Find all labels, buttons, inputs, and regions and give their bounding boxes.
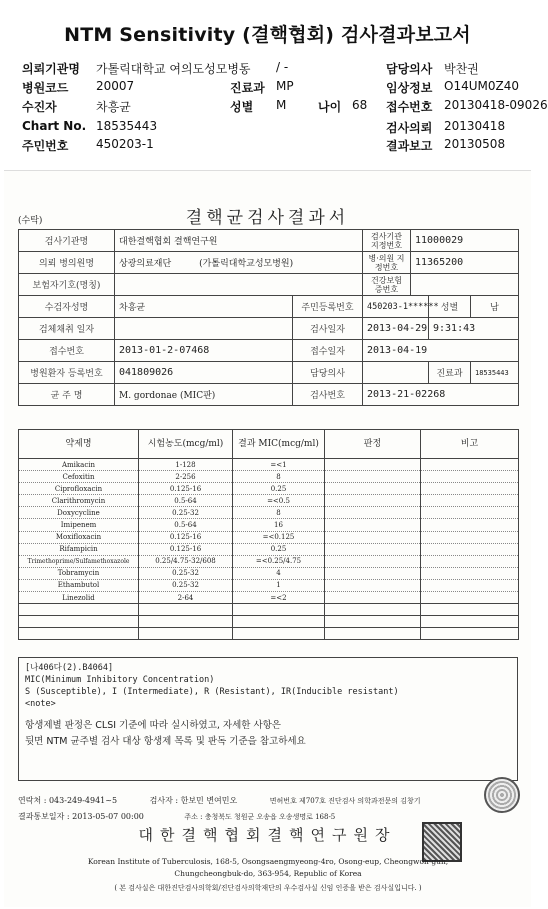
receipt-label: 접수번호: [386, 100, 433, 114]
doctor-label: 담당의사: [386, 62, 433, 76]
scan-sex: 남: [471, 296, 519, 318]
empty-cell: [421, 616, 519, 628]
receipt-date: 2013-04-19: [363, 340, 519, 362]
reg: 041809026: [115, 362, 293, 384]
drug-row: [19, 507, 519, 519]
drug-row: [19, 495, 519, 507]
exam-date-label: 검사일자: [293, 318, 363, 340]
drug-rows: [19, 459, 519, 640]
patient-header: [0, 56, 548, 156]
recipient-label: 수진자: [22, 100, 57, 114]
test-range: 2-64: [139, 592, 233, 604]
drug-name: Cefoxitin: [19, 471, 139, 483]
notes-line2: 뒷면 NTM 균주별 검사 대상 항생제 목록 및 판독 기준을 참고하세요: [25, 736, 306, 747]
judgement-cell: [325, 543, 421, 555]
recipient: 차흥균: [96, 100, 131, 114]
test-range: 0.25/4.75-32/608: [139, 555, 233, 567]
mic-result: 16: [233, 519, 325, 531]
judgement-cell: [325, 531, 421, 543]
notes-legend: S (Susceptible), I (Intermediate), R (Resistant), IR(Inducible resistant): [25, 687, 399, 697]
scan-receipt-label: 접수번호: [19, 340, 115, 362]
judgement-cell: [325, 507, 421, 519]
notes-line1: 항생제별 판정은 CLSI 기준에 따라 실시하였고, 자세한 사항은: [25, 720, 281, 731]
exam-no: 2013-21-02268: [363, 384, 519, 406]
requesting-org-extra: / -: [276, 60, 289, 74]
scan-title: 결핵균검사결과서: [185, 208, 350, 228]
test-range: 0.125-16: [139, 483, 233, 495]
drug-name: Linezolid: [19, 592, 139, 604]
empty-cell: [19, 616, 139, 628]
drug-row: [19, 592, 519, 604]
footer-address-en2: Chungcheongbuk-do, 363-954, Republic of Korea: [174, 869, 362, 878]
judgement-cell: [325, 579, 421, 591]
mic-result: 1: [233, 579, 325, 591]
drug-row: [19, 579, 519, 591]
drug-name: Imipenem: [19, 519, 139, 531]
report-label: 결과보고: [386, 139, 433, 153]
footer-address-kr: 주소 : 충청북도 청원군 오송읍 오송생명로 168-5: [184, 813, 336, 821]
footer-report-date: 결과통보일자 : 2013-05-07 00:00: [18, 812, 144, 821]
empty-cell: [325, 616, 421, 628]
drug-name: Amikacin: [19, 459, 139, 471]
range-header: 시험농도(mcg/ml): [139, 430, 233, 459]
empty-cell: [19, 628, 139, 640]
drug-row: [19, 483, 519, 495]
drug-row: [19, 459, 519, 471]
designation-label: 검사기관 지정번호: [363, 230, 411, 252]
drug-name: Tobramycin: [19, 567, 139, 579]
remarks-cell: [421, 555, 519, 567]
remarks-cell: [421, 495, 519, 507]
judgement-cell: [325, 567, 421, 579]
footer-examiner: 검사자 : 한보민 변여민오: [149, 796, 238, 805]
clinical-label: 임상정보: [386, 81, 433, 95]
drug-name: Doxycycline: [19, 507, 139, 519]
empty-cell: [421, 604, 519, 616]
receipt: 20130418-09026: [444, 98, 548, 112]
mic-result: 8: [233, 471, 325, 483]
insurance-label: 보험자기호(명칭): [19, 274, 115, 296]
patient: 차흥균: [115, 296, 293, 318]
empty-cell: [325, 628, 421, 640]
age-label: 나이: [318, 100, 342, 114]
receipt-date-label: 접수일자: [293, 340, 363, 362]
empty-cell: [139, 604, 233, 616]
mic-result: 4: [233, 567, 325, 579]
scan-dept-label: 진료과: [429, 362, 471, 384]
drug-name: Ciprofloxacin: [19, 483, 139, 495]
hospital-code: 20007: [96, 79, 135, 93]
empty-row: [19, 616, 519, 628]
exam-time: 9:31:43: [429, 318, 519, 340]
judgement-cell: [325, 471, 421, 483]
test-range: 0.25-32: [139, 567, 233, 579]
mic-result: 8: [233, 507, 325, 519]
remarks-cell: [421, 579, 519, 591]
remarks-header: 비고: [421, 430, 519, 459]
certification-seal-stamp: [484, 777, 520, 813]
mic-header: 결과 MIC(mcg/ml): [233, 430, 325, 459]
test-range: 0.25-32: [139, 579, 233, 591]
test-range: 0.125-16: [139, 543, 233, 555]
mic-result: 0.25: [233, 483, 325, 495]
consignment-mark: (수탁): [18, 216, 43, 226]
mic-result: =<2: [233, 592, 325, 604]
remarks-cell: [421, 483, 519, 495]
collect-label: 검체채취 일자: [19, 318, 115, 340]
remarks-cell: [421, 459, 519, 471]
exam-date: 2013-04-29: [363, 318, 429, 340]
judgement-cell: [325, 459, 421, 471]
request-label: 검사의뢰: [386, 121, 433, 135]
sex: M: [276, 98, 287, 112]
scanned-report: [4, 170, 531, 907]
exam-info-table: [18, 229, 519, 406]
doctor: 박찬권: [444, 62, 479, 76]
notes-box: [18, 657, 518, 781]
designation: 11000029: [411, 230, 519, 252]
drug-row: [19, 519, 519, 531]
age: 68: [352, 98, 368, 112]
institute-name: 대한결핵협회결핵연구원장: [138, 826, 397, 844]
scan-doctor-label: 담당의사: [293, 362, 363, 384]
insurance-no: [411, 274, 519, 296]
reg-label: 병원환자 등록번호: [19, 362, 115, 384]
mic-result: 0.25: [233, 543, 325, 555]
remarks-cell: [421, 531, 519, 543]
species: M. gordonae (MIC판): [115, 384, 293, 406]
requesting-org-label: 의뢰기관명: [22, 62, 80, 76]
sex-label: 성별: [230, 100, 254, 114]
empty-cell: [325, 604, 421, 616]
drug-name: Rifampicin: [19, 543, 139, 555]
drug-header: 약제명: [19, 430, 139, 459]
species-label: 균 주 명: [19, 384, 115, 406]
remarks-cell: [421, 471, 519, 483]
drug-row: [19, 543, 519, 555]
judgement-cell: [325, 555, 421, 567]
insurance-value: [115, 274, 363, 296]
drug-name: Trimethoprime/Sulfamethoxazole: [19, 555, 139, 567]
test-range: 2-256: [139, 471, 233, 483]
mic-result: =<0.5: [233, 495, 325, 507]
judgement-cell: [325, 519, 421, 531]
mic-result: =<0.25/4.75: [233, 555, 325, 567]
drug-row: [19, 567, 519, 579]
empty-cell: [233, 616, 325, 628]
judgement-cell: [325, 592, 421, 604]
request: 20130418: [444, 119, 506, 133]
dept-label: 진료과: [230, 81, 265, 95]
drug-row: [19, 531, 519, 543]
remarks-cell: [421, 567, 519, 579]
clinical: O14UM0Z40: [444, 79, 519, 93]
official-seal-stamp: [422, 822, 462, 862]
hospital-no: 11365200: [411, 252, 519, 274]
scan-dept: 18535443: [471, 362, 519, 384]
resident: 450203-1: [96, 137, 154, 151]
judgement-cell: [325, 483, 421, 495]
dept: MP: [276, 79, 294, 93]
req-hospital-label: 의뢰 병의원명: [19, 252, 115, 274]
resident-no-label: 주민등록번호: [293, 296, 363, 318]
drug-row: [19, 471, 519, 483]
empty-row: [19, 604, 519, 616]
chart: 18535443: [96, 119, 158, 133]
footer-address-en1: Korean Institute of Tuberculosis, 168-5, Osongsaengmyeong-4ro, Osong-eup, Cheongwon-gun,: [87, 857, 449, 866]
footer-license: 면허번호 제707호 진단검사 의학과전문의 김창기: [269, 797, 421, 805]
empty-cell: [233, 604, 325, 616]
remarks-cell: [421, 507, 519, 519]
footer-certify: ( 본 검사실은 대한진단검사의학회/진단검사의학재단의 우수검사실 신임 인증을 받은 검사실입니다. ): [114, 884, 422, 892]
susceptibility-table: [18, 429, 519, 640]
req-hospital: 상광의료재단: [119, 259, 172, 269]
footer-contact: 연락처 : 043-249-4941~5: [18, 796, 118, 805]
scan-sex-label: 성별: [429, 296, 471, 318]
requesting-org: 가톨릭대학교 여의도성모병동: [96, 62, 251, 76]
empty-cell: [139, 628, 233, 640]
hospital-no-label: 병·의원 지정번호: [363, 252, 411, 274]
drug-name: Clarithromycin: [19, 495, 139, 507]
insurance-no-label: 건강보험 증번호: [363, 274, 411, 296]
scan-receipt: 2013-01-2-07468: [115, 340, 293, 362]
notes-mic-def: MIC(Minimum Inhibitory Concentration): [25, 675, 215, 685]
resident-label: 주민번호: [22, 139, 69, 153]
empty-cell: [233, 628, 325, 640]
hospital-code-label: 병원코드: [22, 81, 69, 95]
test-range: 0.25-32: [139, 507, 233, 519]
judgement-cell: [325, 495, 421, 507]
judgement-header: 판정: [325, 430, 421, 459]
exam-no-label: 검사번호: [293, 384, 363, 406]
remarks-cell: [421, 592, 519, 604]
drug-name: Ethambutol: [19, 579, 139, 591]
drug-name: Moxifloxacin: [19, 531, 139, 543]
report-title: NTM Sensitivity (결핵협회) 검사결과보고서: [64, 24, 471, 46]
test-range: 0.125-16: [139, 531, 233, 543]
collect-date: [115, 318, 293, 340]
test-range: 0.5-64: [139, 519, 233, 531]
chart-label: Chart No.: [22, 119, 87, 133]
test-range: 1-128: [139, 459, 233, 471]
req-hospital-sub: (가톨릭대학교성모병원): [199, 259, 294, 269]
remarks-cell: [421, 543, 519, 555]
test-range: 0.5-64: [139, 495, 233, 507]
resident-no: 450203-1******: [363, 296, 429, 318]
mic-result: =<1: [233, 459, 325, 471]
mic-result: =<0.125: [233, 531, 325, 543]
notes-code: [나406다(2).B4064]: [25, 663, 114, 673]
notes-tag: <note>: [25, 699, 56, 709]
empty-cell: [421, 628, 519, 640]
drug-row: [19, 555, 519, 567]
report: 20130508: [444, 137, 506, 151]
patient-label: 수검자성명: [19, 296, 115, 318]
empty-row: [19, 628, 519, 640]
empty-cell: [139, 616, 233, 628]
remarks-cell: [421, 519, 519, 531]
scan-doctor: [363, 362, 429, 384]
exam-org-label: 검사기관명: [19, 230, 115, 252]
empty-cell: [19, 604, 139, 616]
exam-org: 대한결핵협회 결핵연구원: [115, 230, 363, 252]
